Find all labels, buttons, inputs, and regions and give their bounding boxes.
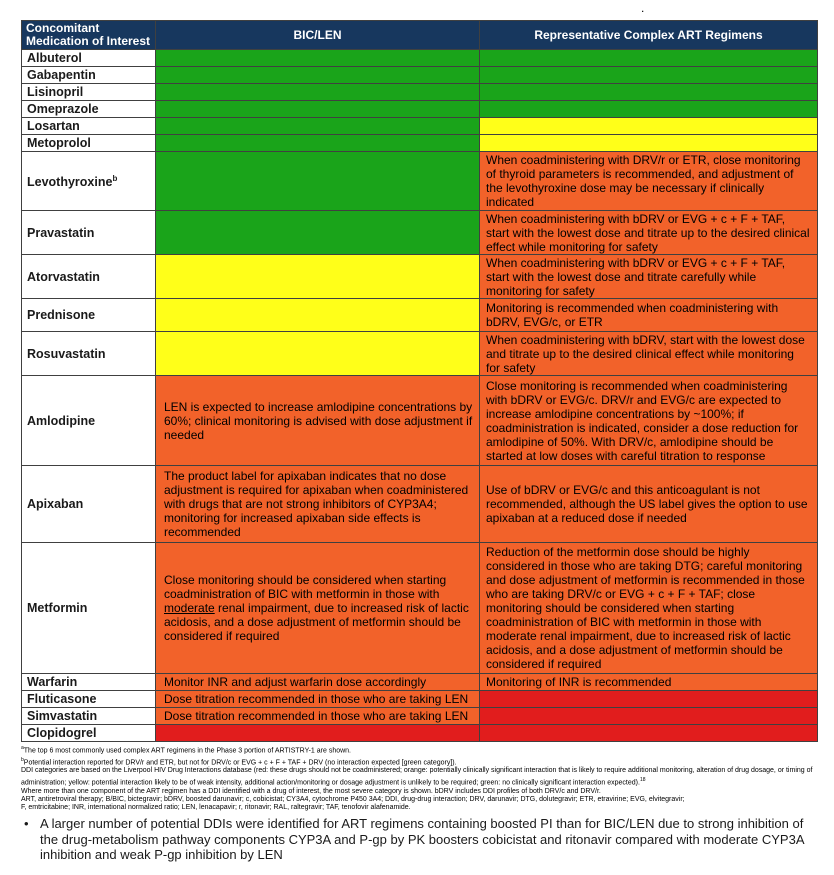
art-cell bbox=[480, 725, 818, 742]
medication-name: Pravastatin bbox=[22, 211, 156, 255]
bic-len-cell: Dose titration recommended in those who are taking LEN bbox=[156, 708, 480, 725]
art-cell bbox=[480, 135, 818, 152]
bic-len-cell: LEN is expected to increase amlodipine concentrations by 60%; clinical monitoring is advised with dose adjustment if needed bbox=[156, 376, 480, 466]
table-header-row bbox=[22, 21, 818, 50]
bic-len-cell bbox=[156, 50, 480, 67]
art-cell bbox=[480, 708, 818, 725]
art-cell: Use of bDRV or EVG/c and this anticoagulant is not recommended, although the US label gives the option to use apixaban at a reduced dose if needed bbox=[480, 466, 818, 543]
bic-len-cell bbox=[156, 543, 480, 674]
table-row bbox=[22, 725, 818, 742]
footnote-b: $^b$Potential interaction reported for DRV/r and ETR, but not for DRV/c or EVG + c + F + TAF + DRV (no interaction expected [green category]). bbox=[21, 756, 457, 767]
bic-len-cell bbox=[156, 255, 480, 299]
medication-name: Clopidogrel bbox=[22, 725, 156, 742]
header-complex-art: Representative Complex ART Regimens bbox=[480, 21, 818, 50]
bic-len-cell: The product label for apixaban indicates that no dose adjustment is required for apixaban when coadministered with drugs that are not strong inhibitors of CYP3A4; monitoring for increased apixaban side effects is recommended bbox=[156, 466, 480, 543]
art-cell bbox=[480, 118, 818, 135]
table-row bbox=[22, 691, 818, 708]
medication-name: Fluticasone bbox=[22, 691, 156, 708]
footnote-a: $^a$The top 6 most commonly used complex ART regimens in the Phase 3 portion of ARTISTRY-1 are shown. bbox=[21, 745, 352, 755]
art-cell: Monitoring is recommended when coadministering with bDRV, EVG/c, or ETR bbox=[480, 299, 818, 332]
bic-len-cell bbox=[156, 299, 480, 332]
medication-label: Levothyroxine bbox=[27, 175, 113, 190]
table-row bbox=[22, 135, 818, 152]
medication-name: Lisinopril bbox=[22, 84, 156, 101]
medication-name: Metformin bbox=[22, 543, 156, 674]
art-cell: Reduction of the metformin dose should be highly considered in those who are taking DTG; careful monitoring and dose adjustment of metformin is recommended in those who are taking DRV/c or EVG + c + F + TAF; close monitoring should be considered when starting coadministration of BIC with metformin in those with moderate renal impairment, due to increased risk of lactic acidosis, and a dose adjustment of metformin should be considered if required bbox=[480, 543, 818, 674]
table-row bbox=[22, 674, 818, 691]
footnote-a-text: The top 6 most commonly used complex ART regimens in the Phase 3 portion of ARTISTRY-1 are shown. bbox=[23, 747, 352, 755]
medication-name: Gabapentin bbox=[22, 67, 156, 84]
footnote-abbr-1: ART, antiretroviral therapy; B/BIC, bictegravir; bDRV, boosted darunavir; c, cobicistat; CY3A4, cytochrome P450 3A4; DDI, drug-drug interaction; DRV, darunavir; DTG, dolutegravir; ETR, etravirine; EVG, elvitegravir; bbox=[21, 796, 685, 804]
medication-name: Atorvastatin bbox=[22, 255, 156, 299]
bic-len-cell bbox=[156, 84, 480, 101]
table-row bbox=[22, 118, 818, 135]
art-cell: When coadministering with bDRV, start with the lowest dose and titrate up to the desired clinical effect while monitoring for safety bbox=[480, 332, 818, 376]
corner-dot: . bbox=[641, 1, 645, 15]
bullet-mark: • bbox=[24, 816, 29, 831]
medication-name: Prednisone bbox=[22, 299, 156, 332]
table-row bbox=[22, 211, 818, 255]
medication-name: Apixaban bbox=[22, 466, 156, 543]
header-bic-len: BIC/LEN bbox=[156, 21, 480, 50]
art-cell: When coadministering with bDRV or EVG + c + F + TAF, start with the lowest dose and titrate carefully while monitoring for safety bbox=[480, 255, 818, 299]
summary-bullet bbox=[24, 816, 814, 863]
table-row bbox=[22, 466, 818, 543]
table-row bbox=[22, 50, 818, 67]
medication-name bbox=[22, 152, 156, 211]
bic-len-cell bbox=[156, 152, 480, 211]
medication-name: Amlodipine bbox=[22, 376, 156, 466]
header-medication: Concomitant Medication of Interest bbox=[22, 21, 156, 50]
bic-len-underlined: moderate bbox=[164, 601, 215, 615]
art-cell bbox=[480, 84, 818, 101]
footnotes bbox=[21, 744, 821, 813]
medication-name: Rosuvastatin bbox=[22, 332, 156, 376]
bic-len-cell: Monitor INR and adjust warfarin dose accordingly bbox=[156, 674, 480, 691]
medication-name: Simvastatin bbox=[22, 708, 156, 725]
art-cell: When coadministering with DRV/r or ETR, close monitoring of thyroid parameters is recommended, and adjustment of the levothyroxine dose may be necessary if clinically indicated bbox=[480, 152, 818, 211]
art-cell: Close monitoring is recommended when coadministering with bDRV or EVG/c. DRV/r and EVG/c are expected to increase amlodipine concentrations by ~100%; if coadministration is indicated, consider a dose reduction for amlodipine of 50%. With DRV/c, amlodipine should be started at low doses with careful titration to response bbox=[480, 376, 818, 466]
footnote-ddi bbox=[21, 767, 821, 787]
bic-len-cell bbox=[156, 101, 480, 118]
art-cell bbox=[480, 691, 818, 708]
footnote-ddi-text: DDI categories are based on the Liverpool HIV Drug Interactions database (red: these drugs should not be coadministered; orange: potentially clinically significant interaction that is likely to require additional monitoring, alteration of drug dosage, or timing of administration; yellow: potential interaction likely to be of weak intensity, additional action/monitoring or dosage adjustment is unlikely to be required; green: no clinically significant interaction expected). bbox=[21, 767, 813, 787]
bic-len-cell bbox=[156, 725, 480, 742]
bic-len-text: renal impairment, due to increased risk of lactic acidosis, and a dose adjustment of metformin should be considered if required bbox=[164, 601, 469, 643]
table-row bbox=[22, 67, 818, 84]
art-cell: Monitoring of INR is recommended bbox=[480, 674, 818, 691]
bic-len-text: Close monitoring should be considered when starting coadministration of BIC with metformin in those with bbox=[164, 573, 447, 601]
bic-len-cell bbox=[156, 135, 480, 152]
art-cell bbox=[480, 101, 818, 118]
medication-name: Losartan bbox=[22, 118, 156, 135]
bic-len-cell bbox=[156, 118, 480, 135]
medication-name: Warfarin bbox=[22, 674, 156, 691]
table-row bbox=[22, 84, 818, 101]
table-row bbox=[22, 376, 818, 466]
art-cell: When coadministering with bDRV or EVG + c + F + TAF, start with the lowest dose and titrate up to the desired clinical effect while monitoring for safety bbox=[480, 211, 818, 255]
art-cell bbox=[480, 50, 818, 67]
bullet-text: A larger number of potential DDIs were identified for ART regimens containing boosted PI than for BIC/LEN due to strong inhibition of the drug-metabolism pathway components CYP3A and P-gp by PK boosters cobicistat and ritonavir compared with moderate CYP3A inhibition and weak P-gp inhibition by LEN bbox=[40, 816, 804, 862]
footnote-b-text: Potential interaction reported for DRV/r and ETR, but not for DRV/c or EVG + c + F + TAF + DRV (no interaction expected [green category]). bbox=[23, 759, 457, 767]
ddi-table bbox=[21, 20, 818, 742]
footnote-marker: b bbox=[112, 174, 118, 184]
footnote-abbr-2: F, emtricitabine; INR, international normalized ratio; LEN, lenacapavir; r, ritonavir; RAL, raltegravir; TAF, tenofovir alafenamide. bbox=[21, 804, 411, 812]
table-row bbox=[22, 708, 818, 725]
table-row bbox=[22, 543, 818, 674]
bic-len-cell: Dose titration recommended in those who are taking LEN bbox=[156, 691, 480, 708]
table-row bbox=[22, 101, 818, 118]
table-row bbox=[22, 332, 818, 376]
medication-name: Metoprolol bbox=[22, 135, 156, 152]
art-cell bbox=[480, 67, 818, 84]
bic-len-cell bbox=[156, 67, 480, 84]
medication-name: Omeprazole bbox=[22, 101, 156, 118]
footnote-more: Where more than one component of the ART regimen has a DDI identified with a drug of interest, the most severe category is shown. bDRV includes DDI profiles of both DRV/c and DRV/r. bbox=[21, 787, 601, 795]
footnote-ref: 18 bbox=[639, 776, 646, 783]
bic-len-cell bbox=[156, 211, 480, 255]
table-row bbox=[22, 255, 818, 299]
medication-name: Albuterol bbox=[22, 50, 156, 67]
table-row bbox=[22, 152, 818, 211]
bic-len-cell bbox=[156, 332, 480, 376]
table-row bbox=[22, 299, 818, 332]
